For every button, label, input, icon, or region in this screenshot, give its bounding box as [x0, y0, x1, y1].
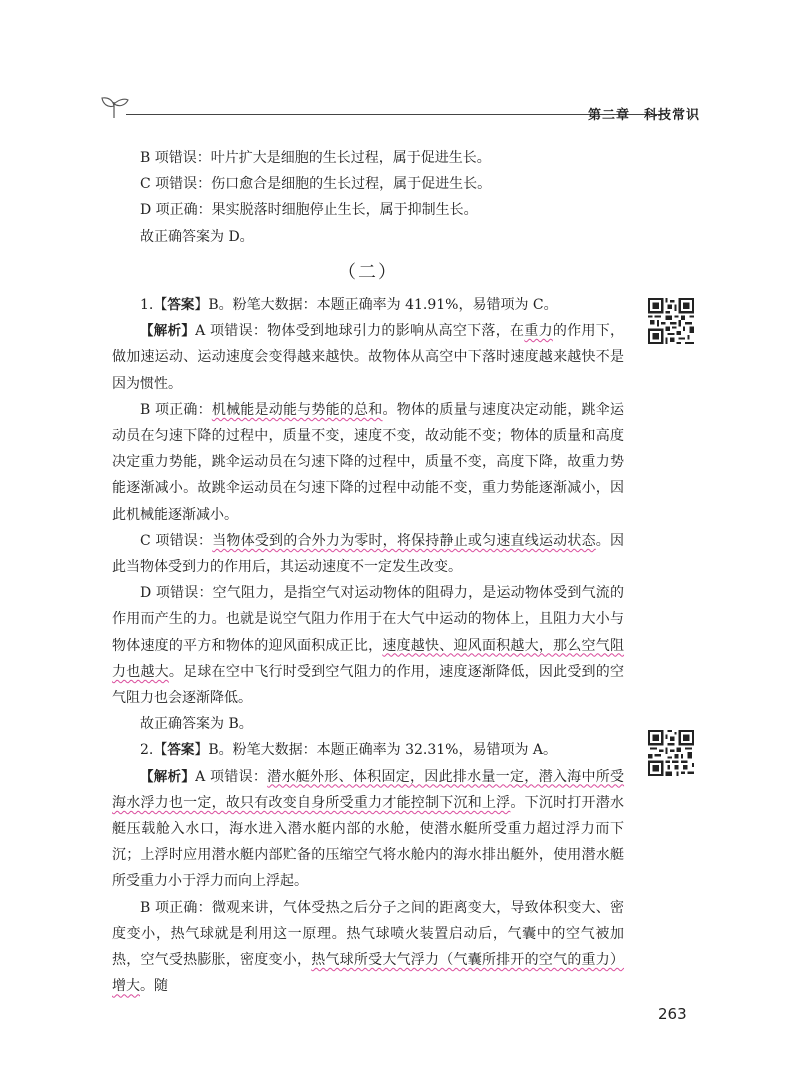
q1-analysis-a [112, 318, 624, 397]
page-number: 263 [658, 1005, 687, 1023]
q1-c-text: C 项错误： [140, 532, 213, 549]
section-title: （二） [338, 261, 398, 283]
page-header [100, 92, 700, 132]
q1-analysis-b [112, 397, 624, 528]
q1-answer-text: 】B。粉笔大数据：本题正确率为 41.91%，易错项为 C。 [194, 297, 558, 314]
page-body [112, 145, 624, 1000]
sprout-icon [100, 92, 130, 120]
q1-answer-prefix: 1.【 [140, 297, 168, 314]
chapter-heading [574, 104, 700, 123]
q2-analysis-tag: 【解析】 [140, 768, 196, 785]
q2-a-text-2: 。下沉时打开潜水艇压载舱入水口，海水进入潜水艇内部的水舱，使潜水艇所受重力超过浮力而下沉；上浮时应用潜水艇内部贮备的压缩空气将水舱内的海水排出艇外，使用潜水艇所受重力小于浮力而向上浮起。 [112, 794, 625, 890]
q1-c-text-2: 。因此当物体受到力的作用后，其运动速度不一定发生改变。 [112, 532, 625, 576]
q1-c-highlight: 当物体受到的合外力为零时，将保持静止或匀速直线运动状态 [212, 532, 596, 549]
option-b-text: B 项错误：叶片扩大是细胞的生长过程，属于促进生长。 [140, 150, 491, 166]
option-c-text: C 项错误：伤口愈合是细胞的生长过程，属于促进生长。 [140, 176, 492, 193]
qr-code-icon[interactable] [648, 298, 694, 344]
q1-b-highlight: 机械能是动能与势能的总和 [211, 401, 383, 418]
q1-d-highlight: 速度越快、迎风面积越大，那么空气阻力也越大 [112, 637, 625, 680]
q2-analysis-b [112, 895, 624, 1000]
q1-a-text: A 项错误：物体受到地球引力的影响从高空下落，在 [195, 323, 525, 340]
q2-analysis-a [112, 764, 624, 895]
q2-a-highlight: 潜水艇外形、体积固定，因此排水量一定，潜入海中所受海水浮力也一定，故只有改变自身所受重力才能控制下沉和上浮 [112, 768, 625, 811]
conclusion-text: 故正确答案为 D。 [140, 228, 254, 245]
q1-b-text: B 项正确： [140, 401, 212, 418]
q1-answer [112, 292, 624, 318]
q2-a-text: A 项错误： [195, 768, 268, 785]
section-label: 科技常识 [643, 108, 700, 123]
q1-d-text: D 项错误：空气阻力，是指空气对运动物体的阻碍力，是运动物体受到气流的作用而产生的力。也就是说空气阻力作用于在大气中运动的物体上，且阻力大小与物体速度的平方和物体的迎风面积成正比， [112, 585, 624, 654]
q2-b-highlight: 热气球所受大气浮力（气囊所排开的空气的重力）增大 [112, 952, 625, 995]
q2-answer-prefix: 2.【 [140, 742, 168, 759]
q2-answer-tag: 答案 [167, 742, 195, 759]
q2-answer [112, 737, 624, 763]
option-d-text: D 项正确：果实脱落时细胞停止生长，属于抑制生长。 [140, 202, 478, 219]
q1-b-text-2: 。物体的质量与速度决定动能，跳伞运动员在匀速下降的过程中，质量不变，速度不变，故动能不变；物体的质量和高度决定重力势能，跳伞运动员在匀速下降的过程中，质量不变，高度下降，故重力势能逐渐减小。故跳伞运动员在匀速下降的过程中动能不变，重力势能逐渐减小，因此机械能逐渐减小。 [112, 401, 624, 523]
qr-code-icon[interactable] [648, 730, 694, 776]
q1-a-highlight: 重力 [524, 323, 553, 340]
q1-analysis-c [112, 528, 624, 580]
q1-analysis-tag: 【解析】 [140, 323, 196, 340]
q2-b-text: B 项正确：微观来讲，气体受热之后分子之间的距离变大，导致体积变大、密度变小，热气球就是利用这一原理。热气球喷火装置启动后，气囊中的空气被加热，空气受热膨胀，密度变小， [112, 899, 624, 969]
q2-b-text-2: 。随 [140, 978, 168, 995]
q1-analysis-d [112, 580, 624, 711]
q1-a-text-2: 的作用下，做加速运动、运动速度会变得越来越快。故物体从高空中下落时速度越来越快不是因为惯性。 [112, 323, 625, 392]
q1-answer-tag: 答案 [167, 297, 195, 314]
chapter-label: 第二章 [587, 108, 630, 123]
q2-answer-text: 】B。粉笔大数据：本题正确率为 32.31%，易错项为 A。 [194, 742, 558, 759]
q1-d-text-2: 。足球在空中飞行时受到空气阻力的作用，速度逐渐降低，因此受到的空气阻力也会逐渐降低。 [112, 663, 625, 707]
q1-conclusion: 故正确答案为 B。 [140, 716, 253, 733]
